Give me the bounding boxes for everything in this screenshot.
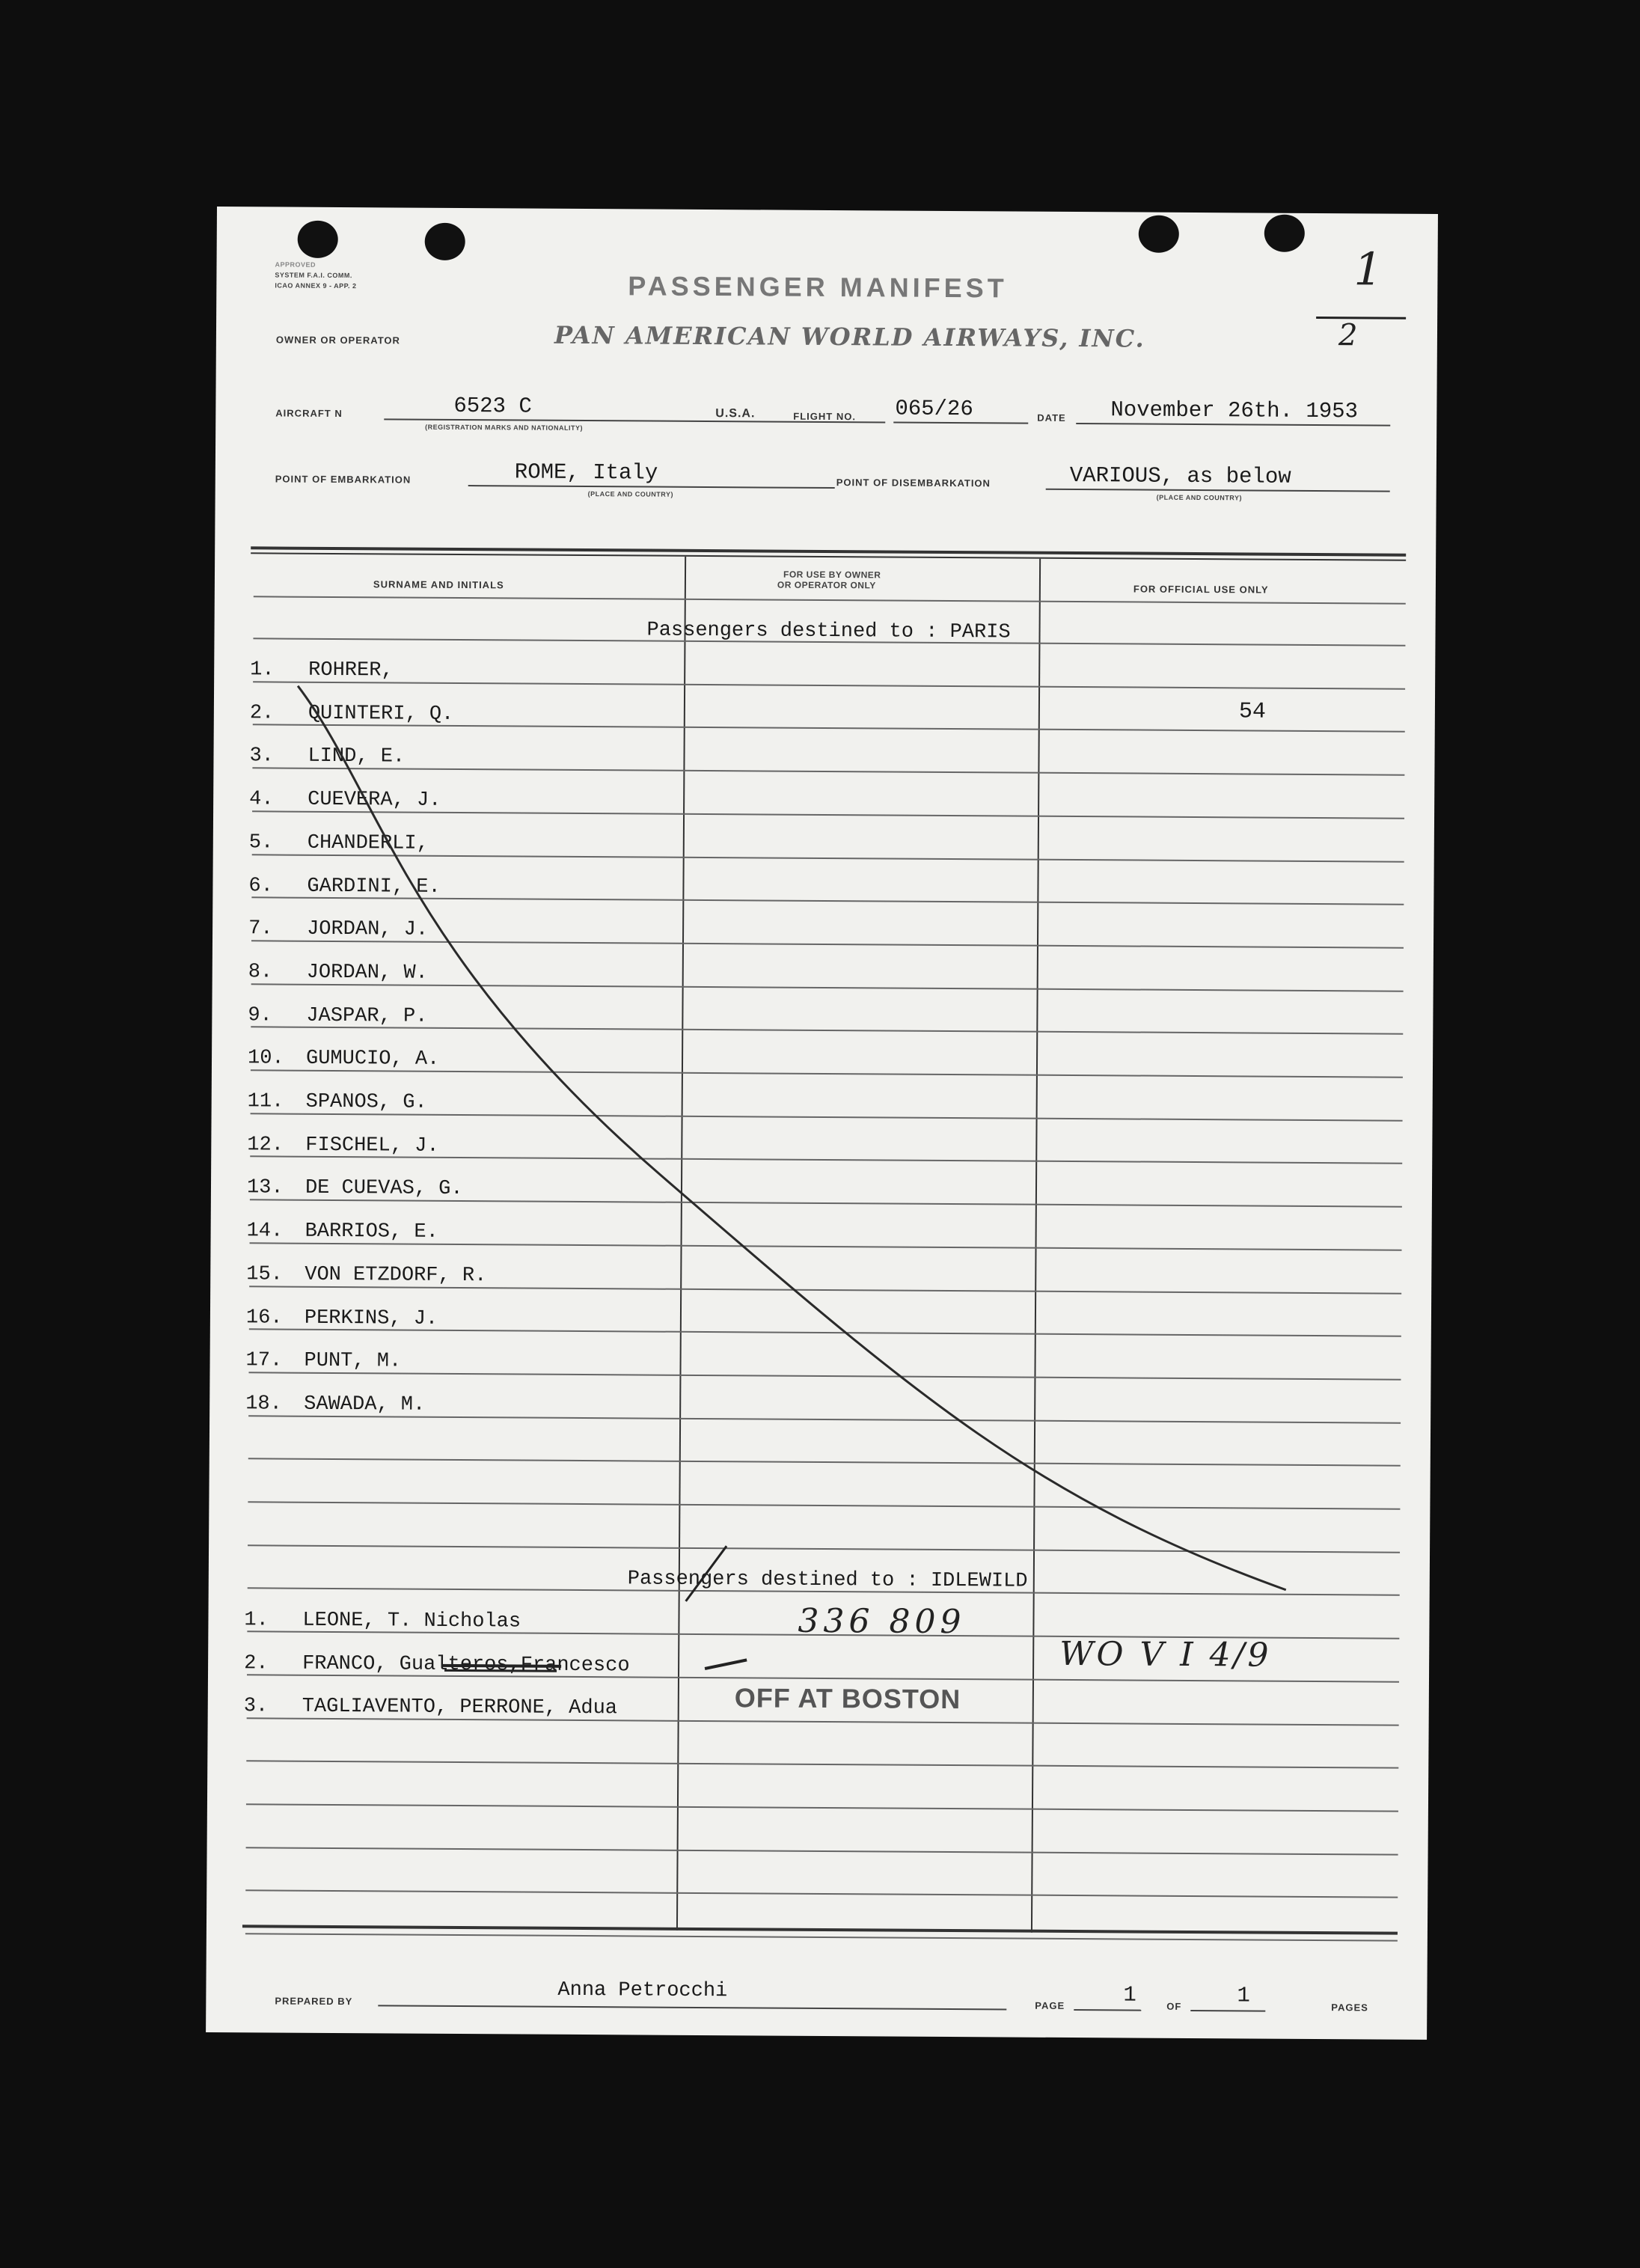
table-rule [248, 1372, 1401, 1380]
table-rule [245, 1889, 1398, 1898]
embark-label: POINT OF EMBARKATION [275, 473, 411, 486]
table-rule [251, 1113, 1403, 1121]
passenger-number: 18. [245, 1393, 282, 1416]
passenger-number: 12. [247, 1134, 284, 1157]
passenger-number: 7. [248, 917, 273, 941]
group-heading-idlewild: Passengers destined to : IDLEWILD [627, 1568, 1028, 1593]
place-note: (PLACE AND COUNTRY) [1156, 493, 1243, 502]
handwritten-official: WO V I 4/9 [1059, 1634, 1272, 1675]
form-title: PASSENGER MANIFEST [628, 270, 1008, 304]
passenger-name: FISCHEL, J. [305, 1134, 439, 1158]
page-mark: 1 [1353, 243, 1383, 296]
stamp: OFF AT BOSTON [734, 1682, 961, 1715]
passenger-name: GARDINI, E. [307, 875, 441, 899]
aircraft-value: 6523 C [453, 393, 532, 419]
table-rule [250, 1199, 1402, 1207]
of-value: 1 [1237, 1983, 1250, 2008]
passenger-number: 2. [249, 702, 275, 725]
page-value: 1 [1123, 1982, 1136, 2008]
column-divider [1031, 559, 1041, 1933]
prepared-underline [378, 2005, 1006, 2010]
disembark-underline [1046, 489, 1390, 492]
group-heading-paris: Passengers destined to : PARIS [646, 619, 1011, 644]
punch-hole [1264, 215, 1305, 252]
table-rule [246, 1803, 1398, 1812]
passenger-name: LEONE, T. Nicholas [302, 1609, 521, 1633]
official-note: 54 [1238, 699, 1267, 725]
page-label: PAGE [1035, 1999, 1065, 2011]
passenger-number: 15. [246, 1263, 283, 1286]
passenger-name: FRANCO, Gualteros,Francesco [302, 1652, 630, 1678]
passenger-number: 1. [250, 658, 275, 682]
passenger-name: SAWADA, M. [304, 1393, 426, 1416]
date-label: DATE [1037, 412, 1066, 424]
passenger-number: 16. [245, 1306, 283, 1330]
page-mark: 2 [1338, 318, 1358, 353]
table-rule [252, 854, 1404, 862]
prepared-value: Anna Petrocchi [557, 1978, 728, 2003]
table-rule [252, 767, 1404, 775]
table-rule [242, 1925, 1398, 1934]
passenger-number: 2. [244, 1652, 269, 1675]
page-mark-line [1316, 317, 1406, 320]
handwritten-number: 336 809 [798, 1601, 966, 1642]
passenger-number: 10. [247, 1047, 284, 1070]
table-rule [252, 810, 1404, 819]
passenger-number: 4. [249, 788, 274, 811]
col-header-surname: SURNAME AND INITIALS [373, 578, 504, 591]
table-rule [248, 1458, 1401, 1466]
column-divider [676, 557, 686, 1931]
table-rule [251, 940, 1404, 948]
date-value: November 26th. 1953 [1110, 397, 1359, 424]
col-header-owner: OR OPERATOR ONLY [777, 579, 876, 591]
table-rule [248, 1544, 1400, 1553]
embark-underline [468, 485, 835, 489]
table-rule [253, 681, 1405, 689]
aircraft-label: AIRCRAFT N [275, 407, 343, 420]
of-label: OF [1166, 2000, 1182, 2012]
table-rule [250, 1242, 1402, 1250]
disembark-label: POINT OF DISEMBARKATION [836, 477, 991, 489]
passenger-name: CUEVERA, J. [308, 788, 441, 812]
passenger-name: ROHRER, [308, 658, 394, 682]
passenger-name: PERKINS, J. [304, 1306, 438, 1330]
pages-label: PAGES [1331, 2002, 1368, 2014]
disembark-value: VARIOUS, as below [1069, 462, 1291, 489]
table-rule [248, 1415, 1401, 1423]
passenger-number: 6. [248, 875, 273, 898]
punch-hole [1139, 216, 1179, 253]
table-rule [251, 1069, 1403, 1078]
of-underline [1190, 2010, 1265, 2012]
table-rule [246, 1760, 1398, 1768]
col-header-official: FOR OFFICIAL USE ONLY [1133, 583, 1269, 596]
owner-label: OWNER OR OPERATOR [275, 334, 400, 346]
passenger-name: JASPAR, P. [306, 1004, 428, 1028]
passenger-name: JORDAN, W. [306, 961, 428, 985]
punch-hole [425, 223, 465, 260]
passenger-name: VON ETZDORF, R. [305, 1263, 487, 1288]
passenger-number: 8. [248, 961, 273, 984]
registration-note: (REGISTRATION MARKS AND NATIONALITY) [425, 423, 584, 432]
flight-underline [893, 422, 1028, 424]
flight-value: 065/26 [895, 396, 973, 422]
prepared-label: PREPARED BY [275, 1995, 353, 2008]
passenger-number: 9. [248, 1004, 272, 1027]
passenger-number: 3. [249, 745, 275, 768]
passenger-name: QUINTERI, Q. [308, 702, 454, 726]
approval-line: ICAO ANNEX 9 - APP. 2 [275, 281, 357, 290]
usa-label: U.S.A. [715, 407, 756, 421]
passenger-number: 17. [245, 1349, 283, 1372]
table-rule [248, 1501, 1400, 1509]
table-rule [249, 1286, 1401, 1294]
page-underline [1074, 2009, 1141, 2011]
manifest-sheet [206, 207, 1438, 2040]
table-rule [246, 1847, 1398, 1855]
approval-line: SYSTEM F.A.I. COMM. [275, 271, 352, 280]
flight-label: FLIGHT NO. [793, 410, 857, 423]
passenger-name: LIND, E. [308, 745, 406, 768]
passenger-name: CHANDERLI, [307, 831, 429, 855]
passenger-number: 13. [246, 1176, 284, 1199]
passenger-number: 14. [246, 1220, 284, 1243]
passenger-number: 5. [248, 831, 274, 855]
passenger-name: BARRIOS, E. [305, 1220, 438, 1244]
table-rule [251, 983, 1404, 991]
col-header-owner: FOR USE BY OWNER [783, 569, 881, 581]
embark-value: ROME, Italy [514, 459, 658, 486]
passenger-name: PUNT, M. [304, 1349, 402, 1373]
passenger-name: TAGLIAVENTO, PERRONE, Adua [302, 1695, 618, 1720]
table-rules [217, 207, 1438, 214]
table-rule [254, 596, 1406, 604]
passenger-number: 3. [243, 1695, 269, 1718]
approval-line: APPROVED [275, 260, 316, 269]
passenger-name: JORDAN, J. [307, 917, 429, 941]
passenger-name: SPANOS, G. [305, 1090, 427, 1114]
passenger-number: 1. [244, 1609, 269, 1632]
table-rule [247, 1717, 1399, 1726]
table-rule [245, 1933, 1398, 1941]
passenger-number: 11. [247, 1090, 284, 1113]
passenger-name: GUMUCIO, A. [305, 1047, 440, 1071]
punch-hole [298, 221, 338, 258]
place-note: (PLACE AND COUNTRY) [587, 490, 674, 498]
passenger-name: DE CUEVAS, G. [305, 1176, 463, 1201]
owner-value: PAN AMERICAN WORLD AIRWAYS, INC. [554, 320, 1145, 353]
